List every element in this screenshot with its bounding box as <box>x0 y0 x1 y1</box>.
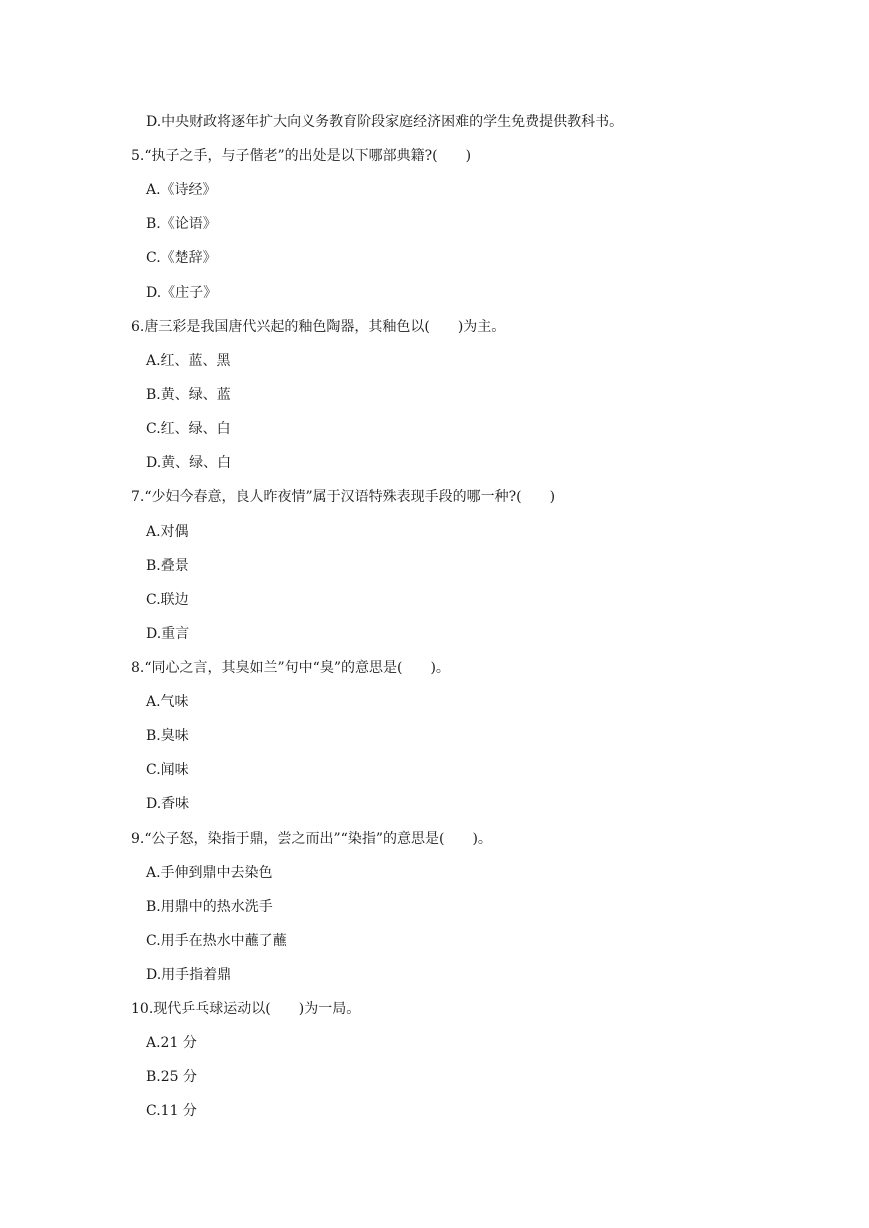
option-c-q10: C.11 分 <box>146 1103 197 1119</box>
option-a-q10: A.21 分 <box>146 1035 197 1051</box>
question-6: 6.唐三彩是我国唐代兴起的釉色陶器，其釉色以( )为主。 <box>131 319 506 335</box>
option-d-q8: D.香味 <box>146 796 190 812</box>
question-9: 9.“公子怒，染指于鼎，尝之而出”“染指”的意思是( )。 <box>131 831 492 847</box>
option-b-q10: B.25 分 <box>146 1069 198 1085</box>
question-7: 7.“少妇今春意，良人昨夜情”属于汉语特殊表现手段的哪一种?( ) <box>131 489 556 505</box>
option-c-q6: C.红、绿、白 <box>146 421 231 437</box>
question-8: 8.“同心之言，其臭如兰”句中“臭”的意思是( )。 <box>131 660 450 676</box>
option-a-q9: A.手伸到鼎中去染色 <box>146 865 273 881</box>
question-10: 10.现代乒乓球运动以( )为一局。 <box>131 1001 361 1017</box>
option-c-q8: C.闻味 <box>146 762 189 778</box>
option-b-q6: B.黄、绿、蓝 <box>146 387 231 403</box>
option-d-q6: D.黄、绿、白 <box>146 455 232 471</box>
option-c-q7: C.联边 <box>146 592 189 608</box>
option-b-q5: B.《论语》 <box>146 216 217 232</box>
option-b-q9: B.用鼎中的热水洗手 <box>146 899 273 915</box>
question-5: 5.“执子之手，与子偕老”的出处是以下哪部典籍?( ) <box>131 148 472 164</box>
option-c-q5: C.《楚辞》 <box>146 250 217 266</box>
option-d-q4: D.中央财政将逐年扩大向义务教育阶段家庭经济困难的学生免费提供教科书。 <box>146 114 624 130</box>
option-b-q8: B.臭味 <box>146 728 189 744</box>
option-a-q5: A.《诗经》 <box>146 182 217 198</box>
option-a-q8: A.气味 <box>146 694 189 710</box>
option-c-q9: C.用手在热水中蘸了蘸 <box>146 933 287 949</box>
option-b-q7: B.叠景 <box>146 558 189 574</box>
option-d-q7: D.重言 <box>146 626 190 642</box>
option-d-q5: D.《庄子》 <box>146 285 218 301</box>
option-a-q7: A.对偶 <box>146 524 189 540</box>
option-a-q6: A.红、蓝、黑 <box>146 353 231 369</box>
option-d-q9: D.用手指着鼎 <box>146 967 232 983</box>
